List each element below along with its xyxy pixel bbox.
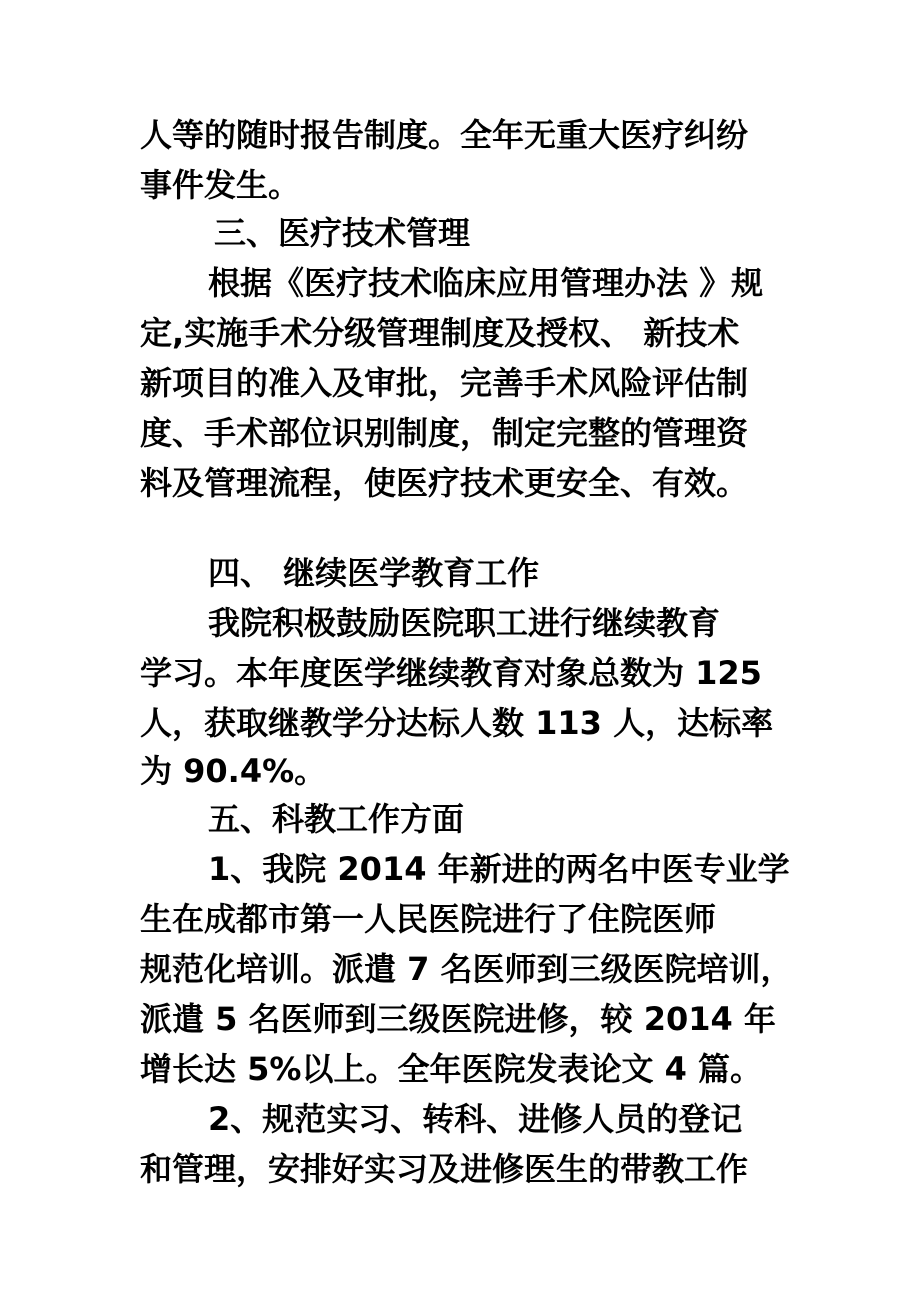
text-line: 根据《医疗技术临床应用管理办法 》规 [208,264,764,302]
text-line: 我院积极鼓励医院职工进行继续教育 [208,604,721,642]
text-line: 定,实施手术分级管理制度及授权、 新技术 [140,314,740,352]
text-line: 和管理，安排好实习及进修医生的带教工作 [140,1150,749,1188]
text-line: 人等的随时报告制度。全年无重大医疗纠纷 [140,116,749,154]
section-heading: 三、医疗技术管理 [214,214,471,252]
text-line: 学习。本年度医学继续教育对象总数为 125 [140,654,762,692]
text-line: 度、手术部位识别制度，制定完整的管理资 [140,414,749,452]
text-line: 料及管理流程，使医疗技术更安全、有效。 [140,464,749,502]
text-line: 增长达 5%以上。全年医院发表论文 4 篇。 [140,1050,763,1088]
text-line: 生在成都市第一人民医院进行了住院医师 [140,900,717,938]
text-line: 派遣 5 名医师到三级医院进修，较 2014 年 [140,1000,776,1038]
text-line: 人，获取继教学分达标人数 113 人，达标率 [140,704,774,742]
text-line: 规范化培训。派遣 7 名医师到三级医院培训， [140,950,793,988]
text-line: 为 90.4%。 [140,752,327,790]
section-heading: 五、科教工作方面 [208,800,465,838]
text-line: 事件发生。 [140,166,301,204]
section-heading: 四、 继续医学教育工作 [208,554,540,592]
text-line: 新项目的准入及审批，完善手术风险评估制 [140,364,749,402]
text-line: 2、规范实习、转科、进修人员的登记 [208,1100,743,1138]
text-line: 1、我院 2014 年新进的两名中医专业学 [208,850,790,888]
